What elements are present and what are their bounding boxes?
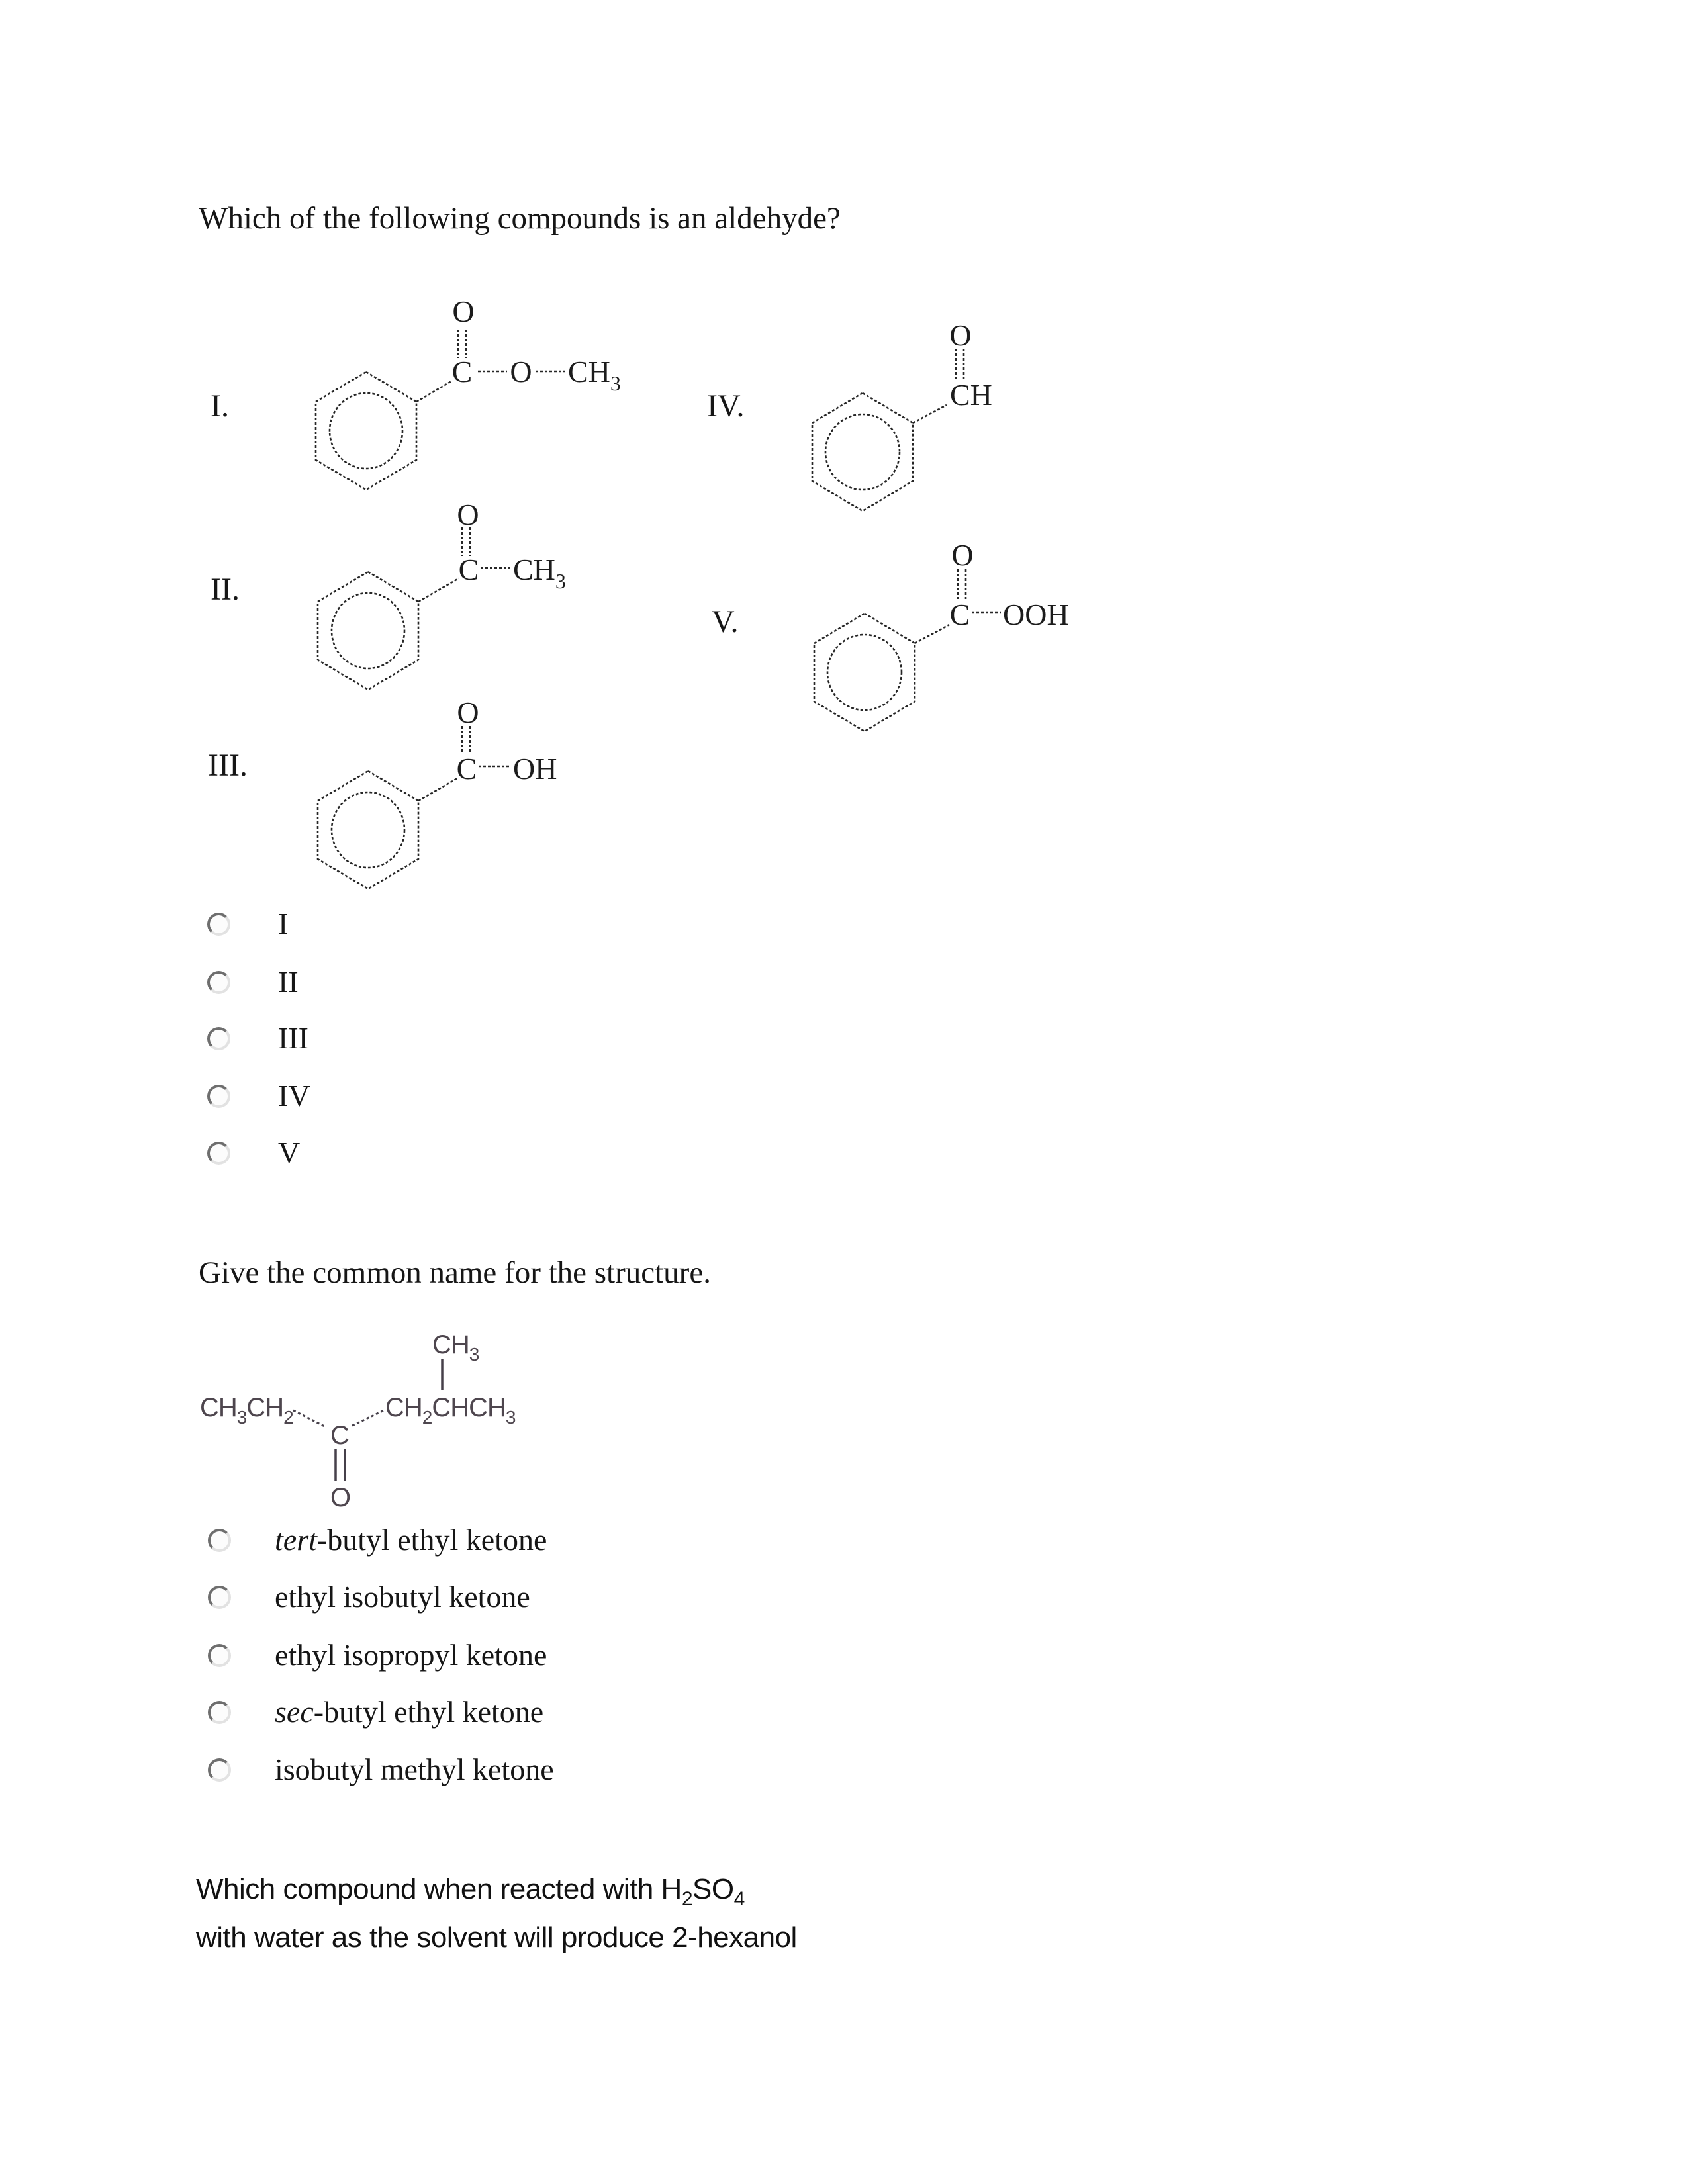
radio-q2-isobutyl-methyl-ketone[interactable]	[208, 1758, 231, 1782]
atom-C: C	[456, 752, 477, 786]
radio-q2-tert-butyl-ethyl-ketone[interactable]	[208, 1529, 231, 1552]
atom-OOH: OOH	[1003, 598, 1069, 631]
radio-q1-V[interactable]	[207, 1142, 230, 1165]
bond-ring-c	[416, 381, 451, 402]
structure-I-diagram	[305, 291, 629, 510]
atom-OH: OH	[513, 752, 557, 786]
question2-title: Give the common name for the structure.	[199, 1255, 711, 1290]
atom-CH3: $CH_3$	[513, 553, 566, 593]
q2-option-label-3: ethyl isopropyl ketone	[275, 1638, 547, 1672]
q2-option-row-1	[208, 1523, 547, 1557]
q1-option-row-I	[207, 907, 289, 940]
radio-q1-I[interactable]	[207, 913, 230, 936]
atom-C: C	[949, 598, 970, 631]
atom-CH3: $CH_3$	[568, 355, 621, 395]
q2-option-label-2: ethyl isobutyl ketone	[275, 1580, 530, 1614]
q1-option-label-V: V	[278, 1136, 301, 1169]
bond-ring-c	[418, 578, 459, 602]
radio-q1-IV[interactable]	[207, 1085, 230, 1108]
q1-option-row-IV	[207, 1079, 310, 1113]
benzene-circle	[825, 414, 900, 490]
benzene-circle	[332, 792, 404, 868]
benzene-circle	[330, 393, 402, 469]
bond-ring-ch	[913, 405, 947, 423]
q2-option-label-4: sec-butyl ethyl ketone	[275, 1695, 544, 1729]
atom-CH3CH2-left: $CH_3CH_2$	[200, 1393, 293, 1428]
benzene-ring	[318, 572, 418, 690]
subscript-2: 2	[681, 1888, 693, 1910]
benzene-ring	[318, 771, 418, 889]
question3-text	[196, 1870, 797, 1957]
question3-line2: with water as the solvent will produce 2-hexanol	[196, 1921, 797, 1954]
q2-option-row-5	[208, 1752, 554, 1786]
q1-option-label-II: II	[278, 965, 299, 999]
q2-option-row-2	[208, 1580, 530, 1614]
radio-q2-ethyl-isobutyl-ketone[interactable]	[208, 1586, 231, 1609]
benzene-circle	[827, 635, 902, 710]
atom-C-carbonyl: C	[330, 1421, 349, 1450]
q2-option-row-4	[208, 1695, 544, 1729]
bond-c-right	[352, 1410, 384, 1426]
structure-label-II: II.	[211, 572, 240, 607]
atom-CH: CH	[950, 378, 992, 412]
structure-label-III: III.	[208, 748, 248, 783]
benzene-ring	[814, 614, 915, 731]
atom-CH2CHCH3-right: $CH_2CHCH_3$	[385, 1393, 516, 1428]
atom-O-carbonyl: O	[457, 696, 479, 729]
bond-ring-c	[418, 778, 457, 801]
benzene-ring	[812, 393, 913, 511]
q1-option-label-III: III	[278, 1021, 308, 1055]
structure-label-V: V.	[712, 604, 739, 639]
radio-q1-II[interactable]	[207, 971, 230, 994]
atom-O-carbonyl: O	[457, 498, 479, 531]
structure-V-diagram	[781, 503, 1112, 741]
atom-O-ester: O	[510, 355, 532, 388]
atom-O-carbonyl: O	[330, 1483, 351, 1512]
atom-O-carbonyl: O	[949, 318, 972, 352]
structure-label-IV: IV.	[707, 388, 745, 424]
structure-III-diagram	[305, 688, 596, 907]
radio-q1-III[interactable]	[207, 1027, 230, 1050]
q1-option-row-V	[207, 1136, 301, 1169]
structure-II-diagram	[305, 490, 596, 708]
subscript-4: 4	[733, 1888, 745, 1910]
ketone-structure-diagram	[185, 1317, 523, 1522]
q2-option-row-3	[208, 1638, 547, 1672]
benzene-circle	[332, 593, 404, 668]
structure-label-I: I.	[211, 388, 229, 424]
bond-left-c	[293, 1410, 326, 1427]
radio-q2-ethyl-isopropyl-ketone[interactable]	[208, 1644, 231, 1667]
question1-title: Which of the following compounds is an aldehyde?	[199, 201, 841, 236]
q1-option-label-IV: IV	[278, 1079, 310, 1113]
q1-option-row-III	[207, 1021, 308, 1055]
atom-O-carbonyl: O	[951, 538, 974, 572]
radio-q2-sec-butyl-ethyl-ketone[interactable]	[208, 1701, 231, 1724]
q2-option-label-5: isobutyl methyl ketone	[275, 1752, 554, 1786]
structure-IV-diagram	[781, 291, 1033, 523]
q1-option-row-II	[207, 965, 299, 999]
atom-CH3-top: $CH_3$	[432, 1330, 479, 1365]
q2-option-label-1: tert-butyl ethyl ketone	[275, 1523, 547, 1557]
atom-C: C	[451, 355, 473, 388]
benzene-ring	[316, 372, 416, 490]
atom-O-carbonyl: O	[452, 295, 475, 328]
q1-option-label-I: I	[278, 907, 289, 940]
question3-line1: Which compound when reacted with $H_2SO_4$	[196, 1873, 745, 1910]
bond-ring-c	[915, 625, 949, 643]
atom-C: C	[458, 553, 479, 586]
